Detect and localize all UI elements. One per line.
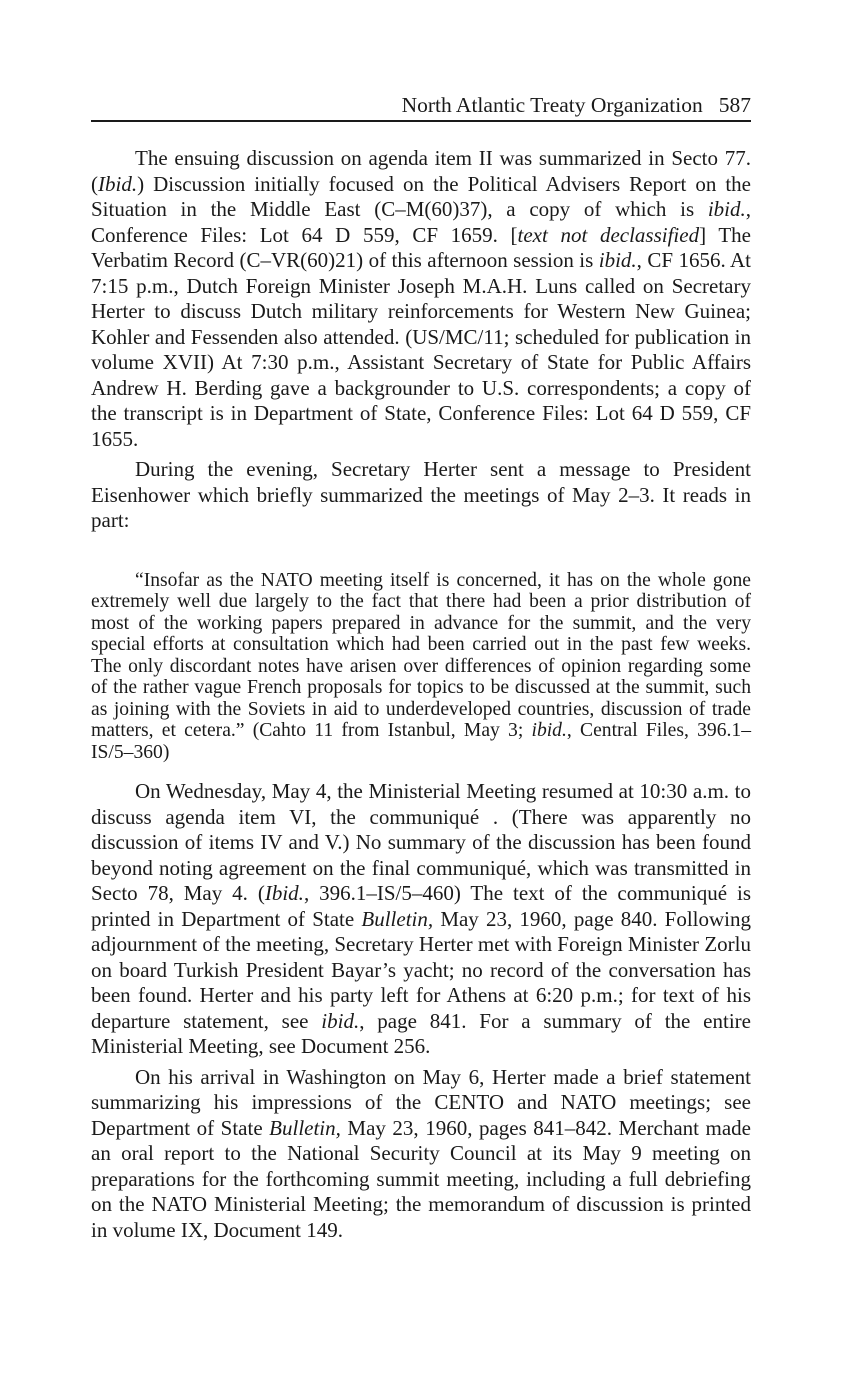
text-segment: , page 841. For a summary of the entire Ministerial Meeting, see Document 256.	[91, 1008, 751, 1058]
text-segment: , CF 1656. At 7:15 p.m., Dutch Foreign Minister Joseph M.A.H. Luns called on Secretary Herter to discuss Dutch military reinforcements for Western New Guinea; Kohler and Fessenden also attended. (US/MC/11; scheduled for publication in volume XVII) At 7:30 p.m., Assistant Secretary of State for Public Affairs Andrew H. Berding gave a backgrounder to U.S. correspondents; a copy of the transcript is in Department of State, Conference Files: Lot 64 D 559, CF 1655.	[91, 248, 751, 451]
italic-segment: ibid.	[598, 248, 637, 272]
text-segment: May 23, 1960, page 840. Following adjournment of the meeting, Secretary Herter met with Foreign Minister Zorlu on board Turkish President Bayar’s yacht; no record of the conversation has been found. Herter and his party left for Athens at 6:20 p.m.; for text of his departure statement, see	[91, 906, 751, 1033]
text-segment: ) Discussion initially focused on the Political Advisers Report on the Situation in the Middle East (C–M(60)37), a copy of which is	[91, 171, 751, 221]
text-segment: , Central Files, 396.1–IS/5–360)	[91, 720, 752, 763]
italic-segment: ibid.	[531, 720, 567, 741]
text-segment: May 23, 1960, pages 841–842. Merchant made an oral report to the National Security Council at its May 9 meeting on preparations for the forthcoming summit meeting, including a full debriefing on the NATO Ministerial Meeting; the memorandum of discussion is printed in volume IX, Document 149.	[91, 1115, 752, 1242]
running-head	[91, 92, 751, 122]
paragraph-evening-message	[91, 457, 751, 534]
italic-segment: Bulletin,	[269, 1115, 341, 1140]
text-segment: The ensuing discussion on agenda item II was summarized in Secto 77. (	[91, 146, 751, 196]
italic-segment: Ibid.	[264, 881, 304, 905]
text-segment: ] The Verbatim Record (C–VR(60)21) of this afternoon session is	[91, 222, 751, 272]
paragraph-may-4-meeting	[91, 779, 751, 1060]
italic-segment: ibid.	[707, 197, 746, 221]
italic-segment: text not declassified	[517, 222, 700, 247]
text-segment: On Wednesday, May 4, the Ministerial Meeting resumed at 10:30 a.m. to discuss agenda item VI, the communiqué . (There was apparently no discussion of items IV and V.) No summary of the discussion has been found beyond noting agreement on the final communiqué, which was transmitted in Secto 78, May 4. (	[91, 779, 751, 905]
text-segment: , Conference Files: Lot 64 D 559, CF 1659. [	[91, 197, 751, 247]
paragraph-agenda-item-ii	[91, 146, 751, 452]
italic-segment: ibid.	[321, 1008, 360, 1033]
running-title: North Atlantic Treaty Organization	[401, 93, 703, 117]
text-segment: “Insofar as the NATO meeting itself is concerned, it has on the whole gone extremely well due largely to the fact that there had been a prior distribution of most of the working papers prepared in advance for the summit, and the very special efforts at consultation which had been carried out in the past few weeks. The only discordant notes have arisen over differences of opinion regarding some of the rather vague French proposals for topics to be discussed at the summit, such as joining with the Soviets in aid to underdeveloped countries, discussion of trade matters, et cetera.” (Cahto 11 from Istanbul, May 3;	[91, 569, 751, 741]
paragraph-washington-arrival	[91, 1065, 751, 1244]
text-segment: During the evening, Secretary Herter sent a message to President Eisenhower which briefly summarized the meetings of May 2–3. It reads in part:	[91, 457, 751, 532]
block-quote	[91, 570, 751, 764]
text-segment: On his arrival in Washington on May 6, Herter made a brief statement summarizing his impressions of the CENTO and NATO meetings; see Department of State	[91, 1064, 751, 1140]
italic-segment: Bulletin,	[361, 906, 434, 931]
italic-segment: Ibid.	[98, 171, 138, 196]
body-text	[91, 146, 751, 1243]
text-segment: , 396.1–IS/5–460) The text of the communiqué is printed in Department of State	[91, 881, 751, 931]
page-number: 587	[718, 93, 751, 117]
